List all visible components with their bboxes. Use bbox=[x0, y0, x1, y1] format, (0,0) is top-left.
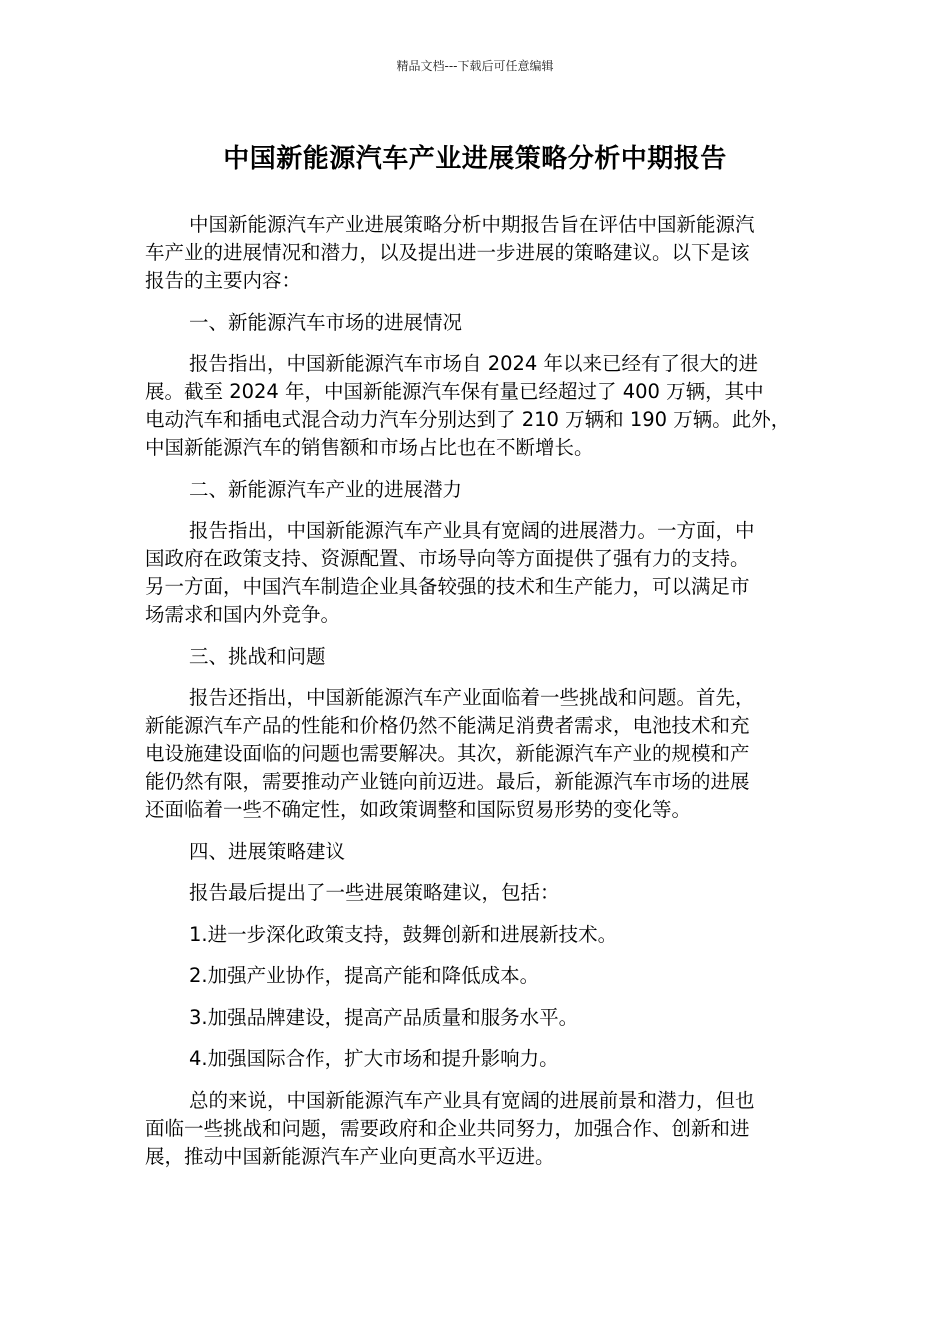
text-line: 2.加强产业协作，提高产能和降低成本。 bbox=[189, 964, 540, 987]
section-heading bbox=[145, 838, 825, 866]
paragraph bbox=[145, 1087, 825, 1171]
text-line: 新能源汽车产品的性能和价格仍然不能满足消费者需求，电池技术和充 bbox=[145, 714, 750, 737]
paragraph bbox=[145, 350, 825, 462]
section-heading bbox=[145, 309, 825, 337]
text-line: 面临一些挑战和问题，需要政府和企业共同努力，加强合作、创新和进 bbox=[145, 1116, 750, 1140]
text-line: 报告还指出，中国新能源汽车产业面临着一些挑战和问题。首先， bbox=[189, 686, 755, 709]
text-line: 1.进一步深化政策支持，鼓舞创新和进展新技术。 bbox=[189, 922, 618, 946]
page-header-note: 精品文档---下载后可任意编辑 bbox=[396, 59, 554, 73]
section-heading bbox=[145, 643, 825, 671]
text-line: 国政府在政策支持、资源配置、市场导向等方面提供了强有力的支持。 bbox=[145, 547, 750, 570]
paragraph bbox=[145, 211, 825, 295]
text-line: 中国新能源汽车的销售额和市场占比也在不断增长。 bbox=[145, 436, 594, 459]
paragraph bbox=[145, 879, 825, 907]
text-line: 报告最后提出了一些进展策略建议，包括： bbox=[189, 881, 560, 904]
text-line: 展。截至 2024 年，中国新能源汽车保有量已经超过了 400 万辆，其中 bbox=[145, 380, 764, 403]
text-line: 4.加强国际合作，扩大市场和提升影响力。 bbox=[189, 1047, 559, 1070]
paragraph bbox=[145, 517, 825, 629]
text-line: 电动汽车和插电式混合动力汽车分别达到了 210 万辆和 190 万辆。此外， bbox=[145, 408, 791, 431]
text-line: 还面临着一些不确定性，如政策调整和国际贸易形势的变化等。 bbox=[145, 798, 692, 821]
text-line: 报告指出，中国新能源汽车产业具有宽阔的进展潜力。一方面，中 bbox=[189, 519, 755, 542]
paragraph bbox=[145, 684, 825, 824]
text-line: 报告的主要内容： bbox=[145, 269, 302, 292]
paragraph bbox=[145, 1004, 825, 1032]
text-line: 展，推动中国新能源汽车产业向更高水平迈进。 bbox=[145, 1144, 555, 1168]
text-line: 三、挑战和问题 bbox=[189, 644, 326, 668]
text-line: 3.加强品牌建设，提高产品质量和服务水平。 bbox=[189, 1005, 579, 1029]
text-line: 二、新能源汽车产业的进展潜力 bbox=[189, 477, 463, 501]
text-line: 电设施建设面临的问题也需要解决。其次，新能源汽车产业的规模和产 bbox=[145, 742, 750, 765]
paragraph bbox=[145, 921, 825, 949]
paragraph bbox=[145, 962, 825, 990]
text-line: 报告指出，中国新能源汽车市场自 2024 年以来已经有了很大的进 bbox=[189, 352, 759, 375]
section-heading bbox=[145, 476, 825, 504]
text-line: 四、进展策略建议 bbox=[189, 839, 346, 863]
text-line: 中国新能源汽车产业进展策略分析中期报告旨在评估中国新能源汽 bbox=[189, 213, 755, 236]
document-body bbox=[145, 211, 825, 1184]
text-line: 另一方面，中国汽车制造企业具备较强的技术和生产能力，可以满足市 bbox=[145, 575, 750, 598]
text-line: 场需求和国内外竞争。 bbox=[145, 603, 341, 626]
document-title: 中国新能源汽车产业进展策略分析中期报告 bbox=[223, 144, 727, 174]
text-line: 一、新能源汽车市场的进展情况 bbox=[189, 310, 463, 334]
text-line: 能仍然有限，需要推动产业链向前迈进。最后，新能源汽车市场的进展 bbox=[145, 770, 750, 793]
text-line: 车产业的进展情况和潜力，以及提出进一步进展的策略建议。以下是该 bbox=[145, 241, 750, 264]
paragraph bbox=[145, 1045, 825, 1073]
text-line: 总的来说，中国新能源汽车产业具有宽阔的进展前景和潜力，但也 bbox=[189, 1088, 755, 1112]
